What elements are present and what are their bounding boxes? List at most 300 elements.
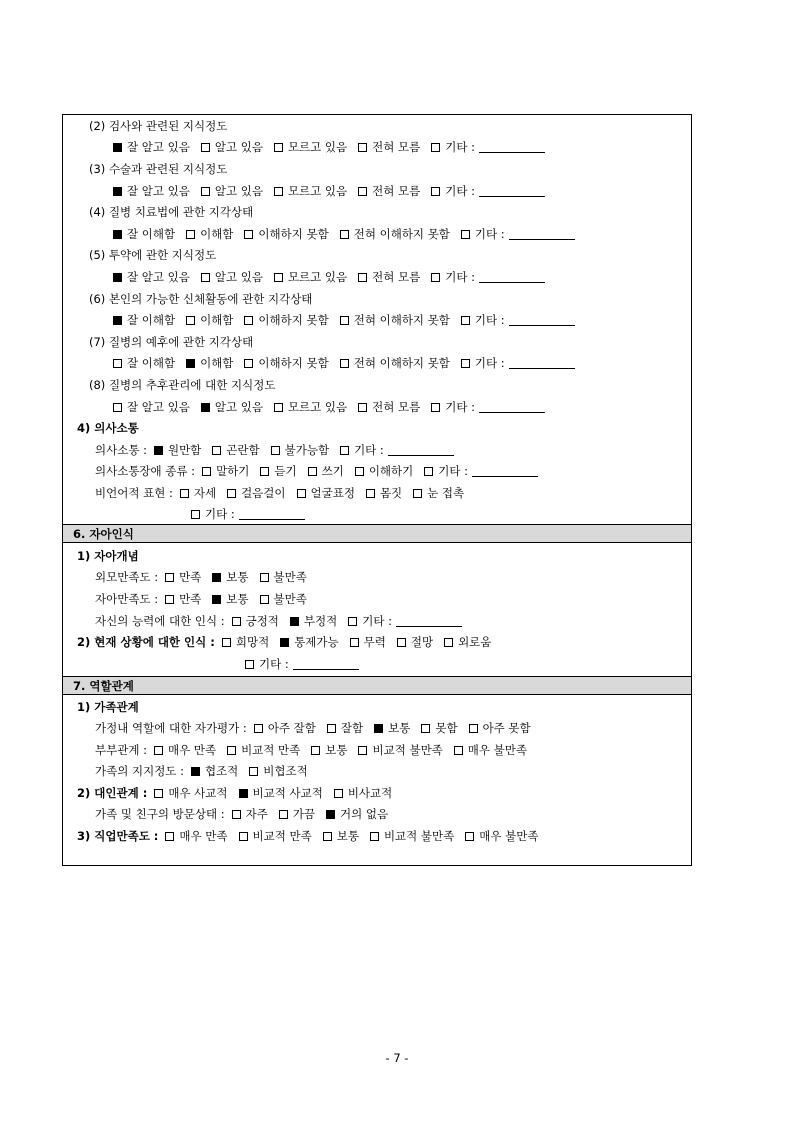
- checkbox-option[interactable]: [290, 612, 337, 630]
- checked-box-icon[interactable]: [113, 273, 122, 282]
- checkbox-option[interactable]: [244, 225, 328, 243]
- checked-box-icon[interactable]: [113, 143, 122, 152]
- checkbox-option[interactable]: [154, 741, 216, 759]
- checkbox-option[interactable]: [444, 633, 491, 651]
- checkbox-option[interactable]: [244, 311, 328, 329]
- question-row: [95, 719, 542, 737]
- blank-field[interactable]: [509, 325, 575, 326]
- checkbox-option[interactable]: [274, 268, 347, 286]
- checkbox-option[interactable]: [431, 138, 545, 156]
- option-label: 원만함: [167, 443, 202, 457]
- checked-box-icon[interactable]: [191, 767, 200, 776]
- blank-field[interactable]: [509, 368, 575, 369]
- checkbox-option[interactable]: [355, 462, 413, 480]
- checkbox-option[interactable]: [334, 784, 392, 802]
- unchecked-box-icon[interactable]: [212, 446, 221, 455]
- checkbox-option[interactable]: [340, 311, 450, 329]
- checkbox-option[interactable]: [260, 590, 307, 608]
- unchecked-box-icon[interactable]: [340, 446, 349, 455]
- unchecked-box-icon[interactable]: [358, 403, 367, 412]
- checkbox-option[interactable]: [222, 633, 269, 651]
- option-label: 잘 알고 있음: [127, 270, 190, 284]
- unchecked-box-icon[interactable]: [358, 273, 367, 282]
- checkbox-option[interactable]: [249, 762, 307, 780]
- unchecked-box-icon[interactable]: [366, 489, 375, 498]
- row-label: 의사소통장애 종류 :: [95, 464, 196, 478]
- option-label: 기타 :: [445, 270, 475, 284]
- checkbox-option[interactable]: [154, 784, 227, 802]
- unchecked-box-icon[interactable]: [340, 359, 349, 368]
- option-label: 아주 잘함: [267, 721, 316, 735]
- question-row: [95, 462, 549, 480]
- option-label: 못함: [435, 721, 458, 735]
- unchecked-box-icon[interactable]: [311, 746, 320, 755]
- option-label: 이해하지 못함: [258, 313, 329, 327]
- option-label: 희망적: [235, 635, 270, 649]
- unchecked-box-icon[interactable]: [274, 273, 283, 282]
- unchecked-box-icon[interactable]: [239, 832, 248, 841]
- checkbox-option[interactable]: [180, 484, 216, 502]
- question-row: [113, 311, 586, 329]
- checkbox-option[interactable]: [358, 741, 442, 759]
- unchecked-box-icon[interactable]: [340, 316, 349, 325]
- unchecked-box-icon[interactable]: [431, 273, 440, 282]
- checkbox-option[interactable]: [186, 311, 233, 329]
- checkbox-option[interactable]: [212, 441, 259, 459]
- question-label: [77, 698, 139, 716]
- option-label: 이해함: [200, 227, 234, 241]
- checkbox-option[interactable]: [201, 138, 263, 156]
- section-header: 7. 역할관계: [63, 676, 691, 695]
- unchecked-box-icon[interactable]: [431, 143, 440, 152]
- row-label: (5) 투약에 관한 지식정도: [89, 248, 217, 262]
- checkbox-option[interactable]: [191, 762, 238, 780]
- unchecked-box-icon[interactable]: [348, 617, 357, 626]
- question-label: [89, 333, 253, 351]
- checkbox-option[interactable]: [165, 590, 201, 608]
- option-label: 전혀 모름: [372, 140, 421, 154]
- checkbox-option[interactable]: [191, 505, 305, 523]
- unchecked-box-icon[interactable]: [232, 810, 241, 819]
- checkbox-option[interactable]: [461, 311, 575, 329]
- checked-box-icon[interactable]: [280, 638, 289, 647]
- option-label: 이해함: [200, 356, 234, 370]
- option-label: 눈 접촉: [427, 486, 465, 500]
- unchecked-box-icon[interactable]: [461, 316, 470, 325]
- checkbox-option[interactable]: [358, 138, 420, 156]
- option-label: 가끔: [292, 807, 316, 821]
- unchecked-box-icon[interactable]: [350, 638, 359, 647]
- unchecked-box-icon[interactable]: [279, 810, 288, 819]
- option-label: 걸음걸이: [241, 486, 286, 500]
- checkbox-option[interactable]: [397, 633, 433, 651]
- unchecked-box-icon[interactable]: [244, 316, 253, 325]
- question-row: [95, 762, 319, 780]
- unchecked-box-icon[interactable]: [249, 767, 258, 776]
- blank-field[interactable]: [388, 455, 454, 456]
- unchecked-box-icon[interactable]: [334, 789, 343, 798]
- option-label: 기타 :: [445, 140, 475, 154]
- unchecked-box-icon[interactable]: [444, 638, 453, 647]
- unchecked-box-icon[interactable]: [323, 832, 332, 841]
- option-label: 잘 알고 있음: [127, 400, 190, 414]
- checkbox-option[interactable]: [113, 398, 190, 416]
- unchecked-box-icon[interactable]: [165, 832, 174, 841]
- checked-box-icon[interactable]: [113, 230, 122, 239]
- question-row: [95, 590, 318, 608]
- unchecked-box-icon[interactable]: [461, 230, 470, 239]
- unchecked-box-icon[interactable]: [340, 230, 349, 239]
- checkbox-option[interactable]: [469, 719, 531, 737]
- option-label: 매우 불만족: [467, 743, 527, 757]
- option-label: 비교적 불만족: [383, 829, 455, 843]
- blank-field[interactable]: [479, 196, 545, 197]
- checkbox-option[interactable]: [113, 138, 190, 156]
- unchecked-box-icon[interactable]: [370, 832, 379, 841]
- question-label: [89, 290, 312, 308]
- checkbox-option[interactable]: [201, 268, 263, 286]
- unchecked-box-icon[interactable]: [358, 143, 367, 152]
- unchecked-box-icon[interactable]: [260, 467, 269, 476]
- option-label: 잘함: [340, 721, 364, 735]
- option-label: 기타 :: [438, 464, 469, 478]
- checkbox-option[interactable]: [113, 268, 190, 286]
- row-label: 가정내 역할에 대한 자가평가 :: [95, 721, 247, 735]
- question-label: [77, 547, 139, 565]
- checkbox-option[interactable]: [113, 182, 190, 200]
- unchecked-box-icon[interactable]: [244, 359, 253, 368]
- section-header: 6. 자아인식: [63, 524, 691, 543]
- unchecked-box-icon[interactable]: [397, 638, 406, 647]
- blank-field[interactable]: [479, 282, 545, 283]
- checkbox-option[interactable]: [186, 354, 233, 372]
- unchecked-box-icon[interactable]: [355, 467, 364, 476]
- checkbox-option[interactable]: [358, 398, 420, 416]
- unchecked-box-icon[interactable]: [260, 595, 269, 604]
- page-number: - 7 -: [385, 1051, 409, 1065]
- unchecked-box-icon[interactable]: [274, 143, 283, 152]
- checked-box-icon[interactable]: [374, 724, 383, 733]
- unchecked-box-icon[interactable]: [222, 638, 231, 647]
- checkbox-option[interactable]: [297, 484, 355, 502]
- checkbox-option[interactable]: [279, 805, 315, 823]
- unchecked-box-icon[interactable]: [186, 230, 195, 239]
- unchecked-box-icon[interactable]: [227, 489, 236, 498]
- unchecked-box-icon[interactable]: [260, 573, 269, 582]
- unchecked-box-icon[interactable]: [254, 724, 263, 733]
- checkbox-option[interactable]: [340, 225, 450, 243]
- option-label: 전혀 이해하지 못함: [353, 227, 450, 241]
- checkbox-option[interactable]: [308, 462, 344, 480]
- unchecked-box-icon[interactable]: [244, 230, 253, 239]
- option-label: 모르고 있음: [287, 400, 348, 414]
- option-label: 매우 사교적: [168, 786, 228, 800]
- checkbox-option[interactable]: [431, 398, 545, 416]
- unchecked-box-icon[interactable]: [358, 746, 367, 755]
- unchecked-box-icon[interactable]: [431, 187, 440, 196]
- checkbox-option[interactable]: [244, 354, 328, 372]
- checkbox-option[interactable]: [113, 354, 175, 372]
- checked-box-icon[interactable]: [186, 359, 195, 368]
- checkbox-option[interactable]: [358, 182, 420, 200]
- option-label: 외로움: [458, 635, 492, 649]
- option-label: 전혀 모름: [372, 400, 421, 414]
- unchecked-box-icon[interactable]: [271, 446, 280, 455]
- checked-box-icon[interactable]: [290, 617, 299, 626]
- checkbox-option[interactable]: [202, 462, 249, 480]
- unchecked-box-icon[interactable]: [113, 359, 122, 368]
- unchecked-box-icon[interactable]: [227, 746, 236, 755]
- checkbox-option[interactable]: [311, 741, 347, 759]
- option-label: 보통: [336, 829, 359, 843]
- checkbox-option[interactable]: [323, 827, 359, 845]
- unchecked-box-icon[interactable]: [201, 187, 210, 196]
- option-label: 이해하지 못함: [258, 227, 329, 241]
- option-label: 얼굴표정: [310, 486, 355, 500]
- checkbox-option[interactable]: [274, 138, 347, 156]
- checkbox-option[interactable]: [280, 633, 338, 651]
- option-label: 전혀 모름: [372, 270, 421, 284]
- option-label: 몸짓: [379, 486, 403, 500]
- unchecked-box-icon[interactable]: [327, 724, 336, 733]
- question-row: [95, 741, 538, 759]
- question-row: [95, 612, 473, 630]
- option-label: 매우 만족: [179, 829, 228, 843]
- unchecked-box-icon[interactable]: [461, 359, 470, 368]
- checkbox-option[interactable]: [201, 182, 263, 200]
- row-label: 가족의 지지정도 :: [95, 764, 184, 778]
- option-label: 잘 이해함: [127, 313, 176, 327]
- option-label: 통제가능: [294, 635, 339, 649]
- unchecked-box-icon[interactable]: [421, 724, 430, 733]
- option-label: 거의 없음: [340, 807, 389, 821]
- unchecked-box-icon[interactable]: [274, 187, 283, 196]
- checkbox-option[interactable]: [327, 719, 363, 737]
- checkbox-option[interactable]: [212, 590, 248, 608]
- option-label: 비협조적: [263, 764, 308, 778]
- checkbox-option[interactable]: [239, 827, 312, 845]
- checkbox-option[interactable]: [431, 268, 545, 286]
- option-label: 잘 알고 있음: [127, 140, 190, 154]
- option-label: 기타 :: [474, 227, 505, 241]
- option-label: 잘 알고 있음: [127, 184, 190, 198]
- option-label: 이해하기: [368, 464, 414, 478]
- option-label: 비교적 만족: [241, 743, 301, 757]
- checked-box-icon[interactable]: [212, 573, 221, 582]
- option-label: 전혀 이해하지 못함: [353, 356, 450, 370]
- option-label: 전혀 모름: [372, 184, 421, 198]
- checkbox-option[interactable]: [465, 827, 538, 845]
- row-label: (2) 검사와 관련된 지식정도: [89, 119, 228, 133]
- row-label: 자신의 능력에 대한 인식 :: [95, 614, 225, 628]
- option-label: 이해함: [200, 313, 234, 327]
- checkbox-option[interactable]: [260, 462, 296, 480]
- option-label: 만족: [179, 592, 202, 606]
- option-label: 모르고 있음: [287, 184, 348, 198]
- option-label: 자주: [245, 807, 268, 821]
- checkbox-option[interactable]: [227, 741, 300, 759]
- option-label: 매우 만족: [167, 743, 217, 757]
- checkbox-option[interactable]: [201, 398, 263, 416]
- unchecked-box-icon[interactable]: [154, 746, 163, 755]
- unchecked-box-icon[interactable]: [308, 467, 317, 476]
- row-label: 의사소통 :: [95, 443, 147, 457]
- checked-box-icon[interactable]: [154, 446, 163, 455]
- checkbox-option[interactable]: [227, 484, 285, 502]
- checkbox-option[interactable]: [271, 441, 329, 459]
- row-label: 1) 가족관계: [77, 700, 139, 714]
- option-label: 기타 :: [259, 657, 289, 671]
- blank-field[interactable]: [479, 412, 545, 413]
- option-label: 잘 이해함: [127, 227, 176, 241]
- checkbox-option[interactable]: [239, 784, 323, 802]
- option-label: 절망: [410, 635, 434, 649]
- option-label: 기타 :: [445, 184, 475, 198]
- checkbox-option[interactable]: [370, 827, 454, 845]
- unchecked-box-icon[interactable]: [191, 510, 200, 519]
- option-label: 불가능함: [284, 443, 330, 457]
- question-row: [113, 268, 556, 286]
- option-label: 기타 :: [474, 356, 505, 370]
- unchecked-box-icon[interactable]: [469, 724, 478, 733]
- checkbox-option[interactable]: [165, 827, 227, 845]
- unchecked-box-icon[interactable]: [274, 403, 283, 412]
- checkbox-option[interactable]: [260, 568, 307, 586]
- option-label: 이해하지 못함: [258, 356, 329, 370]
- unchecked-box-icon[interactable]: [201, 143, 210, 152]
- checked-box-icon[interactable]: [212, 595, 221, 604]
- checkbox-option[interactable]: [431, 182, 545, 200]
- option-label: 자세: [193, 486, 217, 500]
- row-label: 가족 및 친구의 방문상태 :: [95, 807, 225, 821]
- row-label: 2) 현재 상황에 대한 인식 :: [77, 635, 215, 649]
- checkbox-option[interactable]: [245, 655, 359, 673]
- checked-box-icon[interactable]: [239, 789, 248, 798]
- unchecked-box-icon[interactable]: [180, 489, 189, 498]
- option-label: 기타 :: [354, 443, 384, 457]
- option-label: 기타 :: [445, 400, 475, 414]
- blank-field[interactable]: [479, 152, 545, 153]
- row-label: 외모만족도 :: [95, 570, 159, 584]
- option-label: 불만족: [273, 592, 307, 606]
- blank-field[interactable]: [396, 626, 462, 627]
- checkbox-option[interactable]: [461, 354, 575, 372]
- question-label: [89, 203, 253, 221]
- blank-field[interactable]: [509, 239, 575, 240]
- blank-field[interactable]: [239, 519, 305, 520]
- unchecked-box-icon[interactable]: [431, 403, 440, 412]
- row-label: (3) 수술과 관련된 지식정도: [89, 162, 228, 176]
- checkbox-option[interactable]: [413, 484, 464, 502]
- checkbox-option[interactable]: [274, 182, 347, 200]
- option-label: 곤란함: [226, 443, 260, 457]
- checkbox-option[interactable]: [358, 268, 420, 286]
- row-label: 2) 대인관계 :: [77, 786, 148, 800]
- unchecked-box-icon[interactable]: [113, 403, 122, 412]
- blank-field[interactable]: [472, 476, 538, 477]
- checkbox-option[interactable]: [254, 719, 316, 737]
- checked-box-icon[interactable]: [113, 316, 122, 325]
- row-label: (6) 본인의 가능한 신체활동에 관한 지각상태: [89, 292, 313, 306]
- question-row: [113, 182, 556, 200]
- option-label: 아주 못함: [482, 721, 531, 735]
- option-label: 보통: [226, 570, 249, 584]
- question-row: [113, 138, 556, 156]
- row-label: 부부관계 :: [95, 743, 147, 757]
- checkbox-option[interactable]: [165, 568, 201, 586]
- option-label: 잘 이해함: [127, 356, 176, 370]
- question-label: [77, 419, 139, 437]
- checkbox-option[interactable]: [154, 441, 201, 459]
- checkbox-option[interactable]: [421, 719, 457, 737]
- unchecked-box-icon[interactable]: [297, 489, 306, 498]
- question-label: [89, 160, 227, 178]
- row-label: (4) 질병 치료법에 관한 지각상태: [89, 205, 254, 219]
- unchecked-box-icon[interactable]: [165, 573, 174, 582]
- unchecked-box-icon[interactable]: [413, 489, 422, 498]
- option-label: 기타 :: [205, 507, 235, 521]
- unchecked-box-icon[interactable]: [465, 832, 474, 841]
- question-row: [77, 784, 403, 802]
- option-label: 모르고 있음: [287, 270, 348, 284]
- checked-box-icon[interactable]: [326, 810, 335, 819]
- form-frame: [62, 114, 692, 866]
- checkbox-option[interactable]: [212, 568, 248, 586]
- question-label: [89, 246, 216, 264]
- question-row: [245, 655, 370, 673]
- checked-box-icon[interactable]: [201, 403, 210, 412]
- checkbox-option[interactable]: [113, 311, 175, 329]
- option-label: 전혀 이해하지 못함: [353, 313, 450, 327]
- checkbox-option[interactable]: [186, 225, 233, 243]
- checkbox-option[interactable]: [454, 741, 527, 759]
- checkbox-option[interactable]: [366, 484, 402, 502]
- unchecked-box-icon[interactable]: [202, 467, 211, 476]
- option-label: 기타 :: [474, 313, 505, 327]
- option-label: 보통: [226, 592, 249, 606]
- checkbox-option[interactable]: [340, 441, 454, 459]
- checkbox-option[interactable]: [348, 612, 462, 630]
- checkbox-option[interactable]: [350, 633, 386, 651]
- option-label: 비교적 사교적: [252, 786, 323, 800]
- checkbox-option[interactable]: [340, 354, 450, 372]
- checkbox-option[interactable]: [424, 462, 538, 480]
- unchecked-box-icon[interactable]: [245, 660, 254, 669]
- unchecked-box-icon[interactable]: [186, 316, 195, 325]
- question-row: [113, 225, 586, 243]
- unchecked-box-icon[interactable]: [201, 273, 210, 282]
- checkbox-option[interactable]: [326, 805, 388, 823]
- unchecked-box-icon[interactable]: [165, 595, 174, 604]
- unchecked-box-icon[interactable]: [454, 746, 463, 755]
- checkbox-option[interactable]: [274, 398, 347, 416]
- checkbox-option[interactable]: [113, 225, 175, 243]
- checkbox-option[interactable]: [374, 719, 410, 737]
- checkbox-option[interactable]: [461, 225, 575, 243]
- unchecked-box-icon[interactable]: [154, 789, 163, 798]
- checkbox-option[interactable]: [232, 612, 279, 630]
- question-label: [89, 376, 275, 394]
- blank-field[interactable]: [293, 669, 359, 670]
- checkbox-option[interactable]: [232, 805, 268, 823]
- unchecked-box-icon[interactable]: [424, 467, 433, 476]
- question-row: [113, 398, 556, 416]
- question-row: [77, 633, 502, 651]
- checked-box-icon[interactable]: [113, 187, 122, 196]
- option-label: 협조적: [204, 764, 239, 778]
- unchecked-box-icon[interactable]: [232, 617, 241, 626]
- unchecked-box-icon[interactable]: [358, 187, 367, 196]
